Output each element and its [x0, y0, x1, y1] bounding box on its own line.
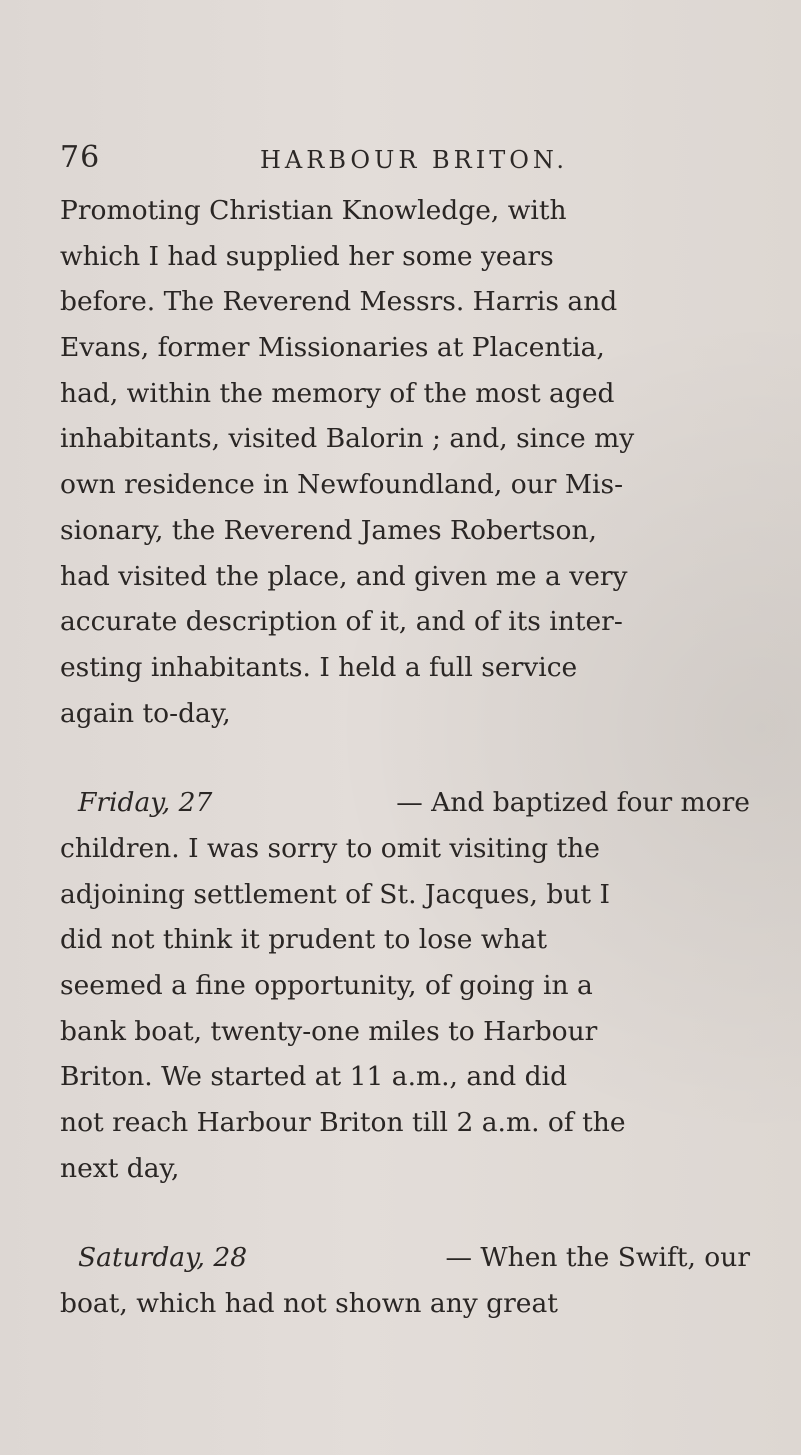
text-line: did not think it prudent to lose what [60, 924, 548, 956]
body-text [60, 188, 750, 1327]
text-line: which I had supplied her some years [60, 240, 554, 272]
text-line: Friday, 27 — And baptized four more [60, 780, 750, 826]
text-line: bank boat, twenty-one miles to Harbour [60, 1015, 598, 1047]
paragraph-gap [60, 1191, 750, 1235]
page-number: 76 [60, 140, 101, 175]
entry-date: Friday, 27 [78, 787, 213, 819]
text-line: own residence in Newfoundland, our Mis- [60, 469, 624, 501]
text-line: before. The Reverend Messrs. Harris and [60, 286, 618, 318]
paragraph-gap [60, 736, 750, 780]
text-line: Saturday, 28 — When the Swift, our [60, 1235, 750, 1281]
paragraph-3 [60, 1235, 750, 1326]
text-line: had, within the memory of the most aged [60, 377, 615, 409]
text-line: adjoining settlement of St. Jacques, but I [60, 878, 610, 910]
text-line: Promoting Christian Knowledge, with [60, 195, 567, 226]
text-line: inhabitants, visited Balorin ; and, since my [60, 423, 635, 455]
entry-date: Saturday, 28 [78, 1242, 248, 1274]
paragraph-1 [60, 188, 750, 736]
text-line: accurate description of it, and of its inter- [60, 606, 623, 638]
text-line: Briton. We started at 11 a.m., and did [60, 1061, 568, 1093]
text-line: seemed a fine opportunity, of going in a [60, 970, 593, 1001]
text-line: Evans, former Missionaries at Placentia, [60, 332, 605, 364]
text-line: boat, which had not shown any great [60, 1288, 558, 1320]
text-line: children. I was sorry to omit visiting the [60, 832, 600, 864]
text-line: not reach Harbour Briton till 2 a.m. of the [60, 1107, 626, 1139]
running-title: HARBOUR BRITON. [260, 146, 568, 174]
text-line: esting inhabitants. I held a full service [60, 651, 578, 683]
running-head [60, 140, 750, 180]
paragraph-2 [60, 780, 750, 1191]
text-line: had visited the place, and given me a very [60, 560, 628, 592]
text-line: sionary, the Reverend James Robertson, [60, 514, 597, 546]
text-line: again to-day, [60, 697, 231, 729]
text-line: next day, [60, 1152, 180, 1184]
